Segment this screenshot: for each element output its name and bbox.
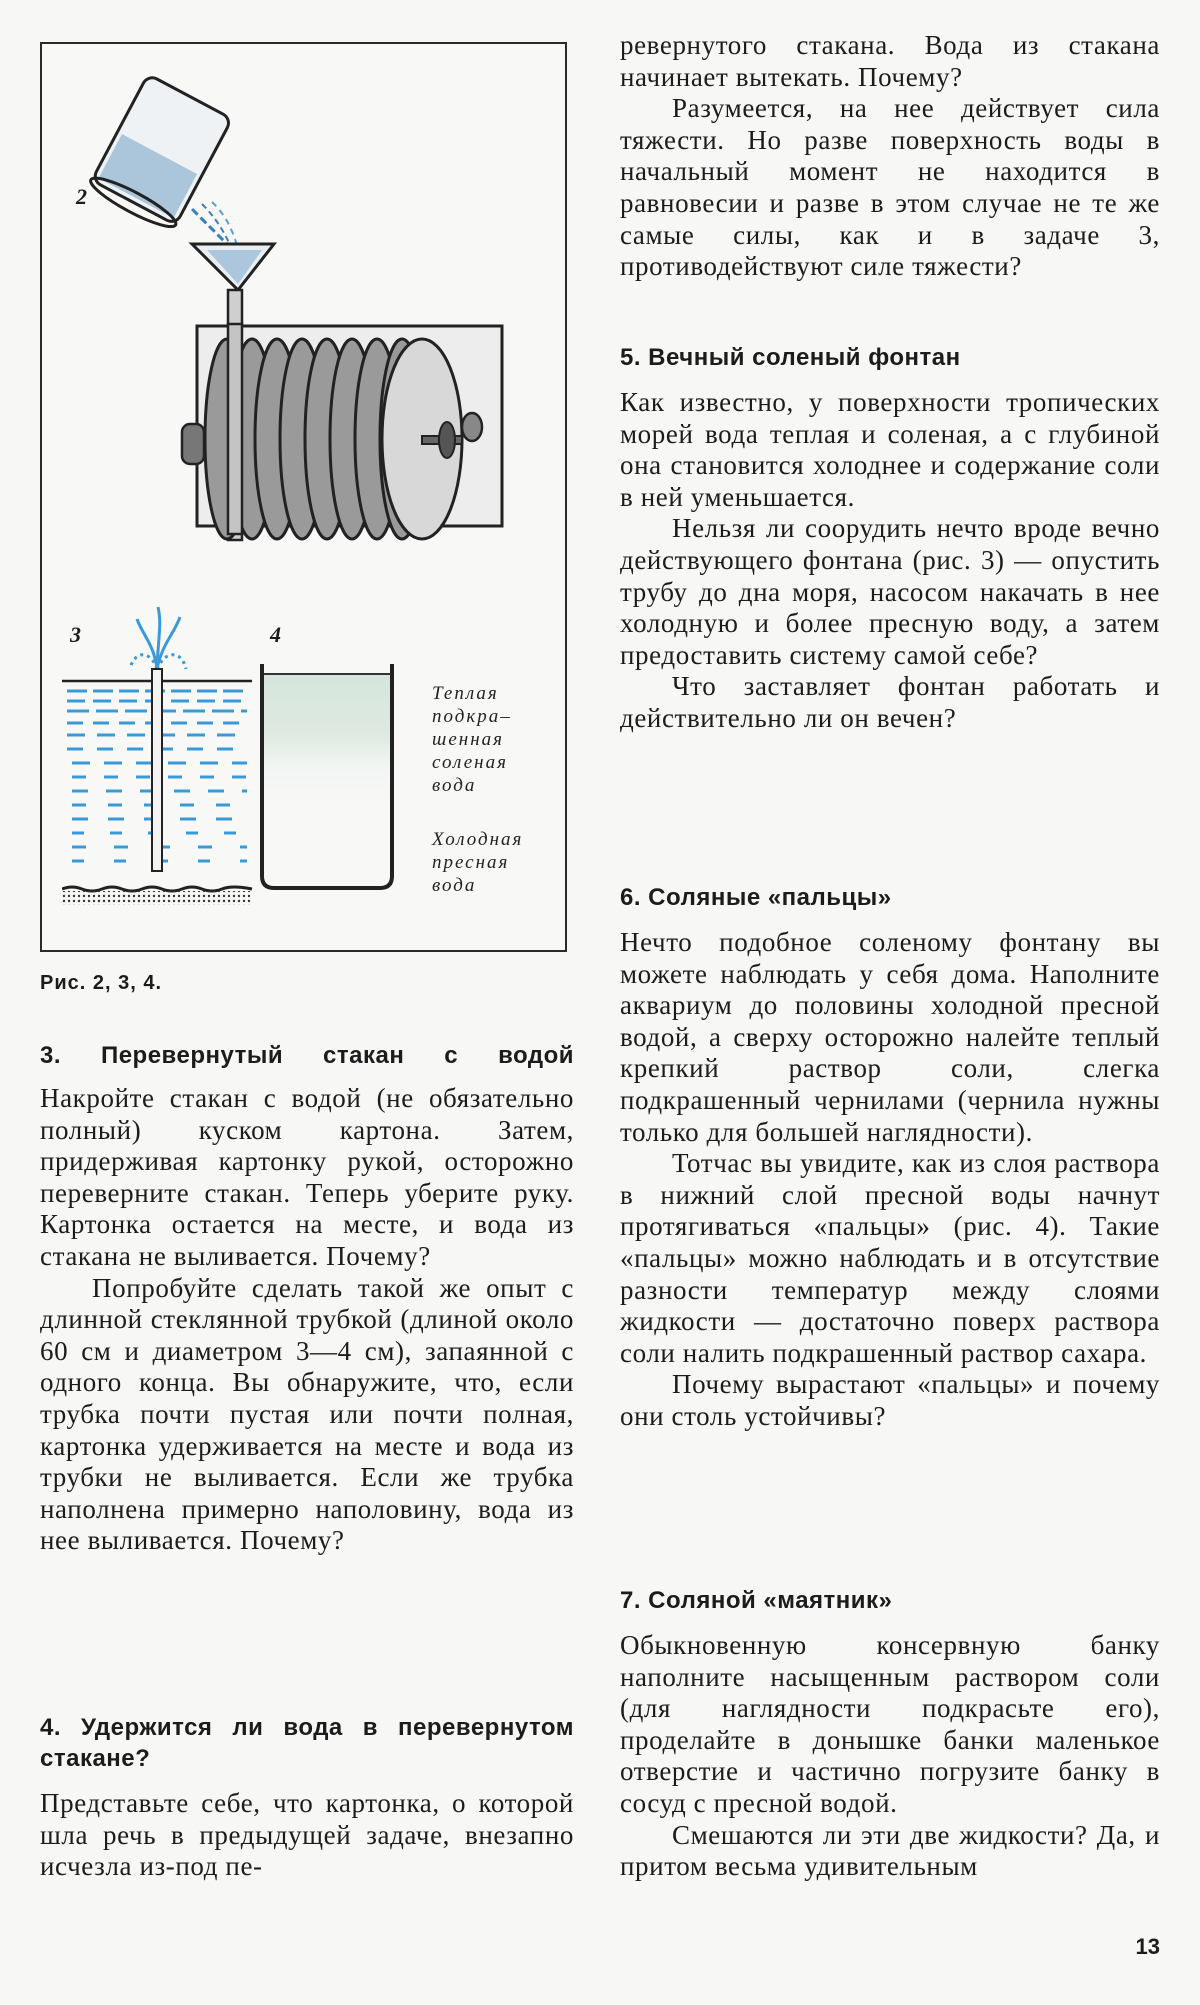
figure-4-label-cold-fresh-water: [432, 828, 523, 897]
section-3-heading: 3. Перевернутый стакан с водой: [40, 1042, 574, 1069]
section-6-paragraph: Почему вырастают «пальцы» и почему они столь устойчивы?: [620, 1369, 1160, 1431]
label-line: подкра–: [432, 706, 512, 727]
section-3: [40, 1040, 574, 1557]
figure-frame: [40, 42, 567, 952]
section-3-paragraph: Накройте стакан с водой (не обязательно полный) куском картона. Затем, придерживая картонку рукой, осторожно переверните стакан. Теперь уберите руку. Картонка остается на месте, и вода из стакана не выливается. Почему?: [40, 1083, 574, 1271]
section-5-paragraph: Как известно, у поверхности тропических морей вода теплая и соленая, а с глубиной она становится холоднее и содержание соли в ней уменьшается.: [620, 387, 1160, 512]
section-5-paragraph: Что заставляет фонтан работать и действительно ли он вечен?: [620, 671, 1160, 733]
label-line: вода: [432, 875, 477, 896]
section-5-paragraph: Нельзя ли соорудить нечто вроде вечно действующего фонтана (рис. 3) — опустить трубу до дна моря, насосом накачать в нее холодную и более пресную воду, а затем предоставить систему самой себе?: [620, 513, 1160, 670]
section-4: [40, 1712, 574, 1883]
section-4-continued: [620, 30, 1160, 283]
figure-4-number: 4: [270, 622, 281, 647]
section-6-paragraph: Нечто подобное соленому фонтану вы можете наблюдать у себя дома. Наполните аквариум до половины холодной пресной водой, а сверху осторожно налейте теплый крепкий раствор соли, слегка подкрашенный чернилами (чернила нужны только для большей наглядности).: [620, 927, 1160, 1147]
label-line: шенная: [432, 729, 504, 750]
section-4-continued-paragraph: ревернутого стакана. Вода из стакана начинает вытекать. Почему?: [620, 30, 1160, 92]
figure-4-label-warm-salt-water: [432, 682, 512, 797]
section-4-continued-paragraph: Разумеется, на нее действует сила тяжести. Но разве поверхность воды в начальный момент не находится в равновесии и разве в этом случае не те же самые силы, как и в задаче 3, противодействуют силе тяжести?: [620, 93, 1160, 282]
section-5-heading: 5. Вечный соленый фонтан: [620, 344, 961, 371]
figure-3-number: 3: [70, 622, 81, 647]
label-line: Теплая: [432, 683, 499, 704]
label-line: вода: [432, 775, 477, 796]
section-6-heading: 6. Соляные «пальцы»: [620, 884, 892, 911]
figure-caption: Рис. 2, 3, 4.: [40, 972, 163, 994]
section-6: [620, 882, 1160, 1433]
section-4-paragraph: Представьте себе, что картонка, о которой шла речь в предыдущей задаче, внезапно исчезла из-под пе-: [40, 1788, 574, 1882]
label-line: пресная: [432, 852, 510, 873]
figure-2-number: 2: [76, 184, 87, 209]
section-4-heading: 4. Удержится ли вода в перевернутом стакане?: [40, 1714, 574, 1772]
section-7-paragraph: Обыкновенную консервную банку наполните насыщенным раствором соли (для наглядности подкрасьте его), проделайте в донышке банки маленькое отверстие и частично погрузите банку в сосуд с пресной водой.: [620, 1630, 1160, 1818]
figure-2-illustration: [42, 44, 565, 564]
section-6-paragraph: Тотчас вы увидите, как из слоя раствора в нижний слой пресной воды начнут протягиваться «пальцы» (рис. 4). Такие «пальцы» можно наблюдать и в отсутствие разности температур между слоями жидкости — достаточно поверх раствора соли налить подкрашенный раствор сахара.: [620, 1148, 1160, 1368]
figure-4-aquarium-illustration: [257, 664, 397, 904]
section-7-paragraph: Смешаются ли эти две жидкости? Да, и притом весьма удивительным: [620, 1819, 1160, 1882]
section-7: [620, 1585, 1160, 1883]
section-3-paragraph: Попробуйте сделать такой же опыт с длинной стеклянной трубкой (длиной около 60 см и диаметром 3—4 см), запаянной с одного конца. Вы обнаружите, что, если трубка почти пустая или почти полная, картонка удерживается на месте и вода из трубки не выливается. Если же трубка наполнена примерно наполовину, вода из нее выливается. Почему?: [40, 1272, 574, 1556]
section-7-heading: 7. Соляной «маятник»: [620, 1587, 893, 1614]
section-5: [620, 342, 1160, 735]
label-line: Холодная: [432, 829, 524, 850]
page-number: 13: [1135, 1934, 1160, 1959]
label-line: соленая: [432, 752, 508, 773]
